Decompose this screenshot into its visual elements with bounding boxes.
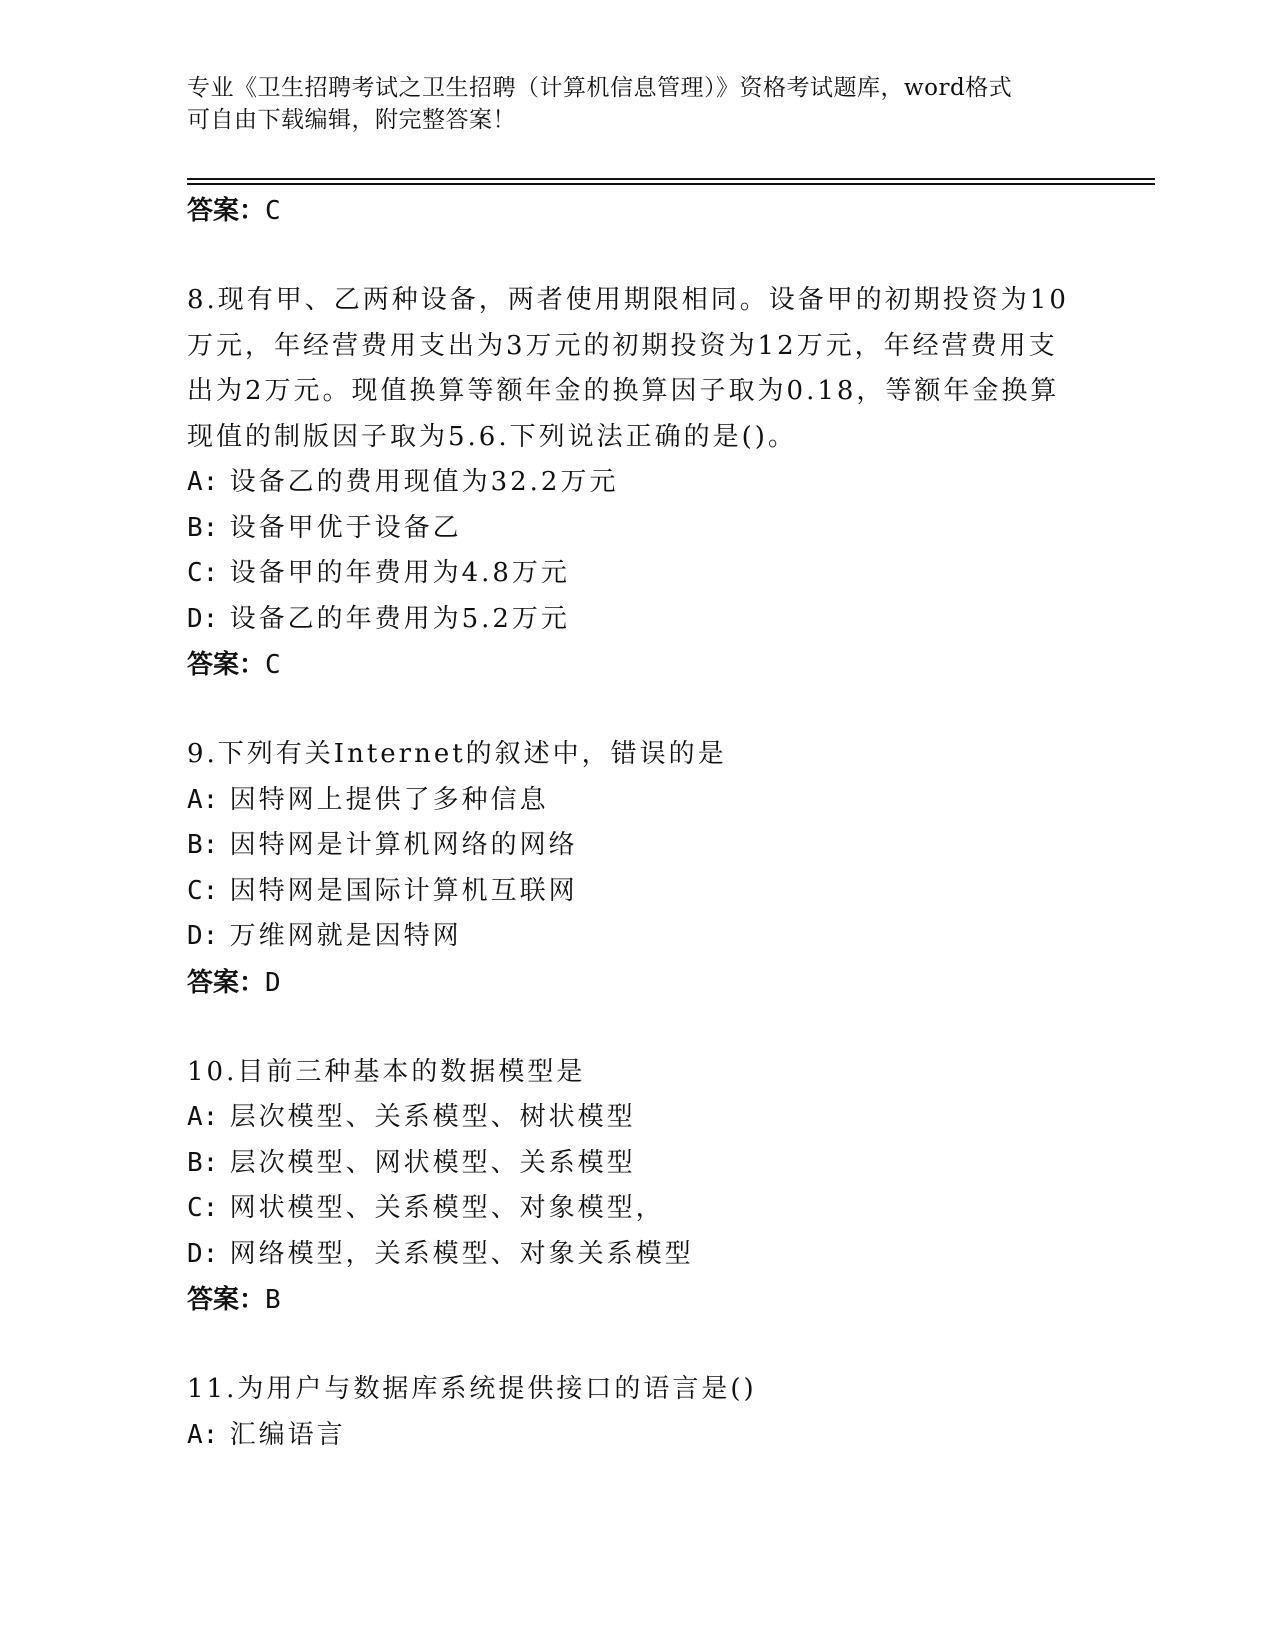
option-d [187,914,1087,960]
header-line-1: 专业《卫生招聘考试之卫生招聘（计算机信息管理）》资格考试题库，word格式 [187,75,1013,101]
option-text: 网络模型，关系模型、对象关系模型 [229,1238,694,1269]
question-list [187,188,1087,1458]
option-a [187,1095,1087,1141]
option-text: 因特网是计算机网络的网络 [229,830,578,860]
option-a [187,460,1087,506]
option-label: D: [187,1238,219,1269]
option-d [187,1232,1087,1278]
option-text: 设备甲的年费用为4.8万元 [229,558,570,588]
header-rule-top [187,178,1155,180]
option-label: D: [187,603,219,634]
spacer [187,1323,1087,1367]
option-label: C: [187,1193,219,1223]
question-9 [187,732,1087,1006]
answer-value: C [265,196,281,226]
option-d [187,597,1087,643]
option-text: 层次模型、关系模型、树状模型 [229,1102,636,1132]
option-c [187,1186,1087,1232]
option-label: A: [187,467,219,497]
option-label: B: [187,512,219,543]
question-text-line: 9.下列有关Internet的叙述中，错误的是 [187,739,727,769]
question-9-answer [187,960,1087,1006]
option-text: 设备乙的年费用为5.2万元 [229,603,570,634]
option-label: B: [187,1147,219,1178]
option-text: 因特网是国际计算机互联网 [229,875,578,906]
question-text-line: 8.现有甲、乙两种设备，两者使用期限相同。设备甲的初期投资为10 [187,285,1069,315]
question-8-answer [187,642,1087,688]
question-text-line: 10.目前三种基本的数据模型是 [187,1056,586,1087]
question-10 [187,1050,1087,1324]
option-b [187,1141,1087,1187]
option-c [187,551,1087,597]
option-text: 万维网就是因特网 [229,921,462,951]
option-label: A: [187,1419,219,1450]
answer-value: D [265,967,281,998]
answer-label: 答案： [187,196,266,226]
option-label: A: [187,1102,219,1132]
option-c [187,869,1087,915]
question-text-line: 万元，年经营费用支出为3万元的初期投资为12万元，年经营费用支 [187,330,1058,361]
question-text-line: 出为2万元。现值换算等额年金的换算因子取为0.18，等额年金换算 [187,376,1060,406]
page-header [187,72,1087,136]
question-11 [187,1367,1087,1458]
option-text: 设备乙的费用现值为32.2万元 [229,467,619,497]
question-text-line: 11.为用户与数据库系统提供接口的语言是() [187,1374,757,1404]
option-text: 网状模型、关系模型、对象模型， [229,1193,665,1223]
answer-value: C [265,650,281,680]
option-a [187,1413,1087,1459]
option-label: D: [187,921,219,951]
question-text-line: 现值的制版因子取为5.6.下列说法正确的是()。 [187,421,797,452]
answer-label: 答案： [187,967,266,998]
header-rule-bottom [187,183,1155,185]
answer-value: B [265,1285,281,1315]
option-label: C: [187,558,219,588]
option-label: C: [187,875,219,906]
option-text: 设备甲优于设备乙 [229,512,462,543]
option-label: A: [187,784,219,815]
answer-label: 答案： [187,650,266,680]
option-label: B: [187,830,219,860]
spacer [187,1006,1087,1050]
option-text: 层次模型、网状模型、关系模型 [229,1147,636,1178]
option-a [187,778,1087,824]
spacer [187,688,1087,732]
question-10-answer [187,1277,1087,1323]
option-b [187,506,1087,552]
spacer [187,234,1087,278]
option-text: 因特网上提供了多种信息 [229,784,549,815]
option-text: 汇编语言 [229,1419,346,1450]
answer-label: 答案： [187,1285,266,1315]
header-line-2: 可自由下载编辑，附完整答案！ [187,107,516,133]
previous-answer [187,188,1087,234]
question-8 [187,278,1087,688]
option-b [187,823,1087,869]
